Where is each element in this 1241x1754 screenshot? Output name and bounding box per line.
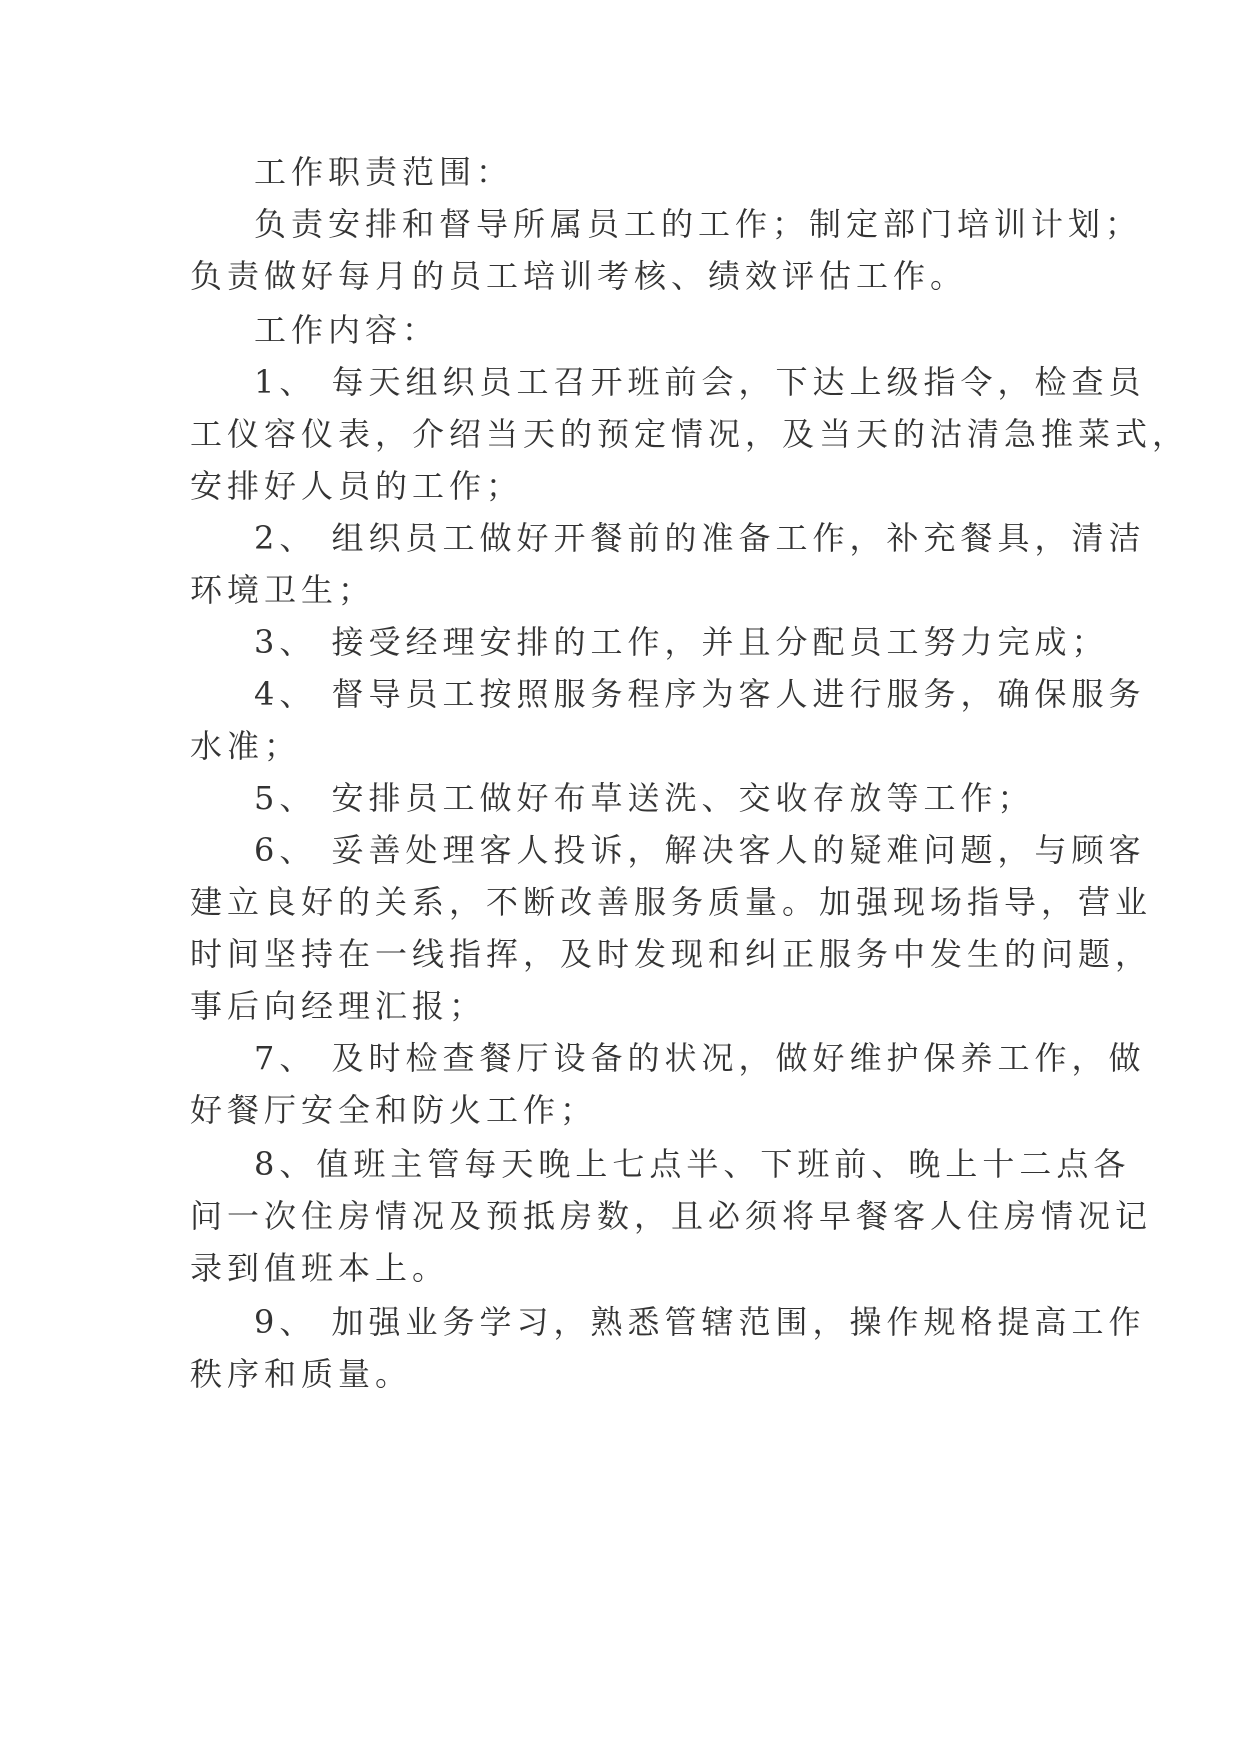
content-heading: 工作内容：	[254, 311, 440, 349]
item-6-line: 事后向经理汇报；	[190, 987, 487, 1025]
item-2-line: 2、 组织员工做好开餐前的准备工作，补充餐具，清洁	[254, 519, 1146, 557]
item-7-line: 好餐厅安全和防火工作；	[190, 1091, 598, 1129]
item-1-line: 工仪容仪表，介绍当天的预定情况，及当天的沽清急推菜式，	[190, 415, 1190, 453]
item-4-line: 水准；	[190, 727, 302, 765]
item-8-line: 8、值班主管每天晚上七点半、下班前、晚上十二点各	[254, 1145, 1131, 1183]
scope-body-line: 负责做好每月的员工培训考核、绩效评估工作。	[190, 257, 968, 295]
item-6-line: 建立良好的关系，不断改善服务质量。加强现场指导，营业	[190, 883, 1153, 921]
item-3-line: 3、 接受经理安排的工作，并且分配员工努力完成；	[254, 623, 1109, 661]
item-8-line: 问一次住房情况及预抵房数，且必须将早餐客人住房情况记	[190, 1197, 1153, 1235]
scope-heading: 工作职责范围：	[254, 153, 514, 191]
item-5-line: 5、 安排员工做好布草送洗、交收存放等工作；	[254, 779, 1035, 817]
item-2-line: 环境卫生；	[190, 571, 376, 609]
item-6-line: 6、 妥善处理客人投诉，解决客人的疑难问题，与顾客	[254, 831, 1146, 869]
item-9-line: 秩序和质量。	[190, 1355, 413, 1393]
item-4-line: 4、 督导员工按照服务程序为客人进行服务，确保服务	[254, 675, 1146, 713]
item-1-line: 安排好人员的工作；	[190, 467, 524, 505]
item-8-line: 录到值班本上。	[190, 1249, 450, 1287]
scope-body-line: 负责安排和督导所属员工的工作；制定部门培训计划；	[254, 205, 1143, 243]
item-1-line: 1、 每天组织员工召开班前会，下达上级指令，检查员	[254, 363, 1146, 401]
item-6-line: 时间坚持在一线指挥，及时发现和纠正服务中发生的问题，	[190, 935, 1153, 973]
item-7-line: 7、 及时检查餐厅设备的状况，做好维护保养工作，做	[254, 1039, 1146, 1077]
item-9-line: 9、 加强业务学习，熟悉管辖范围，操作规格提高工作	[254, 1303, 1146, 1341]
